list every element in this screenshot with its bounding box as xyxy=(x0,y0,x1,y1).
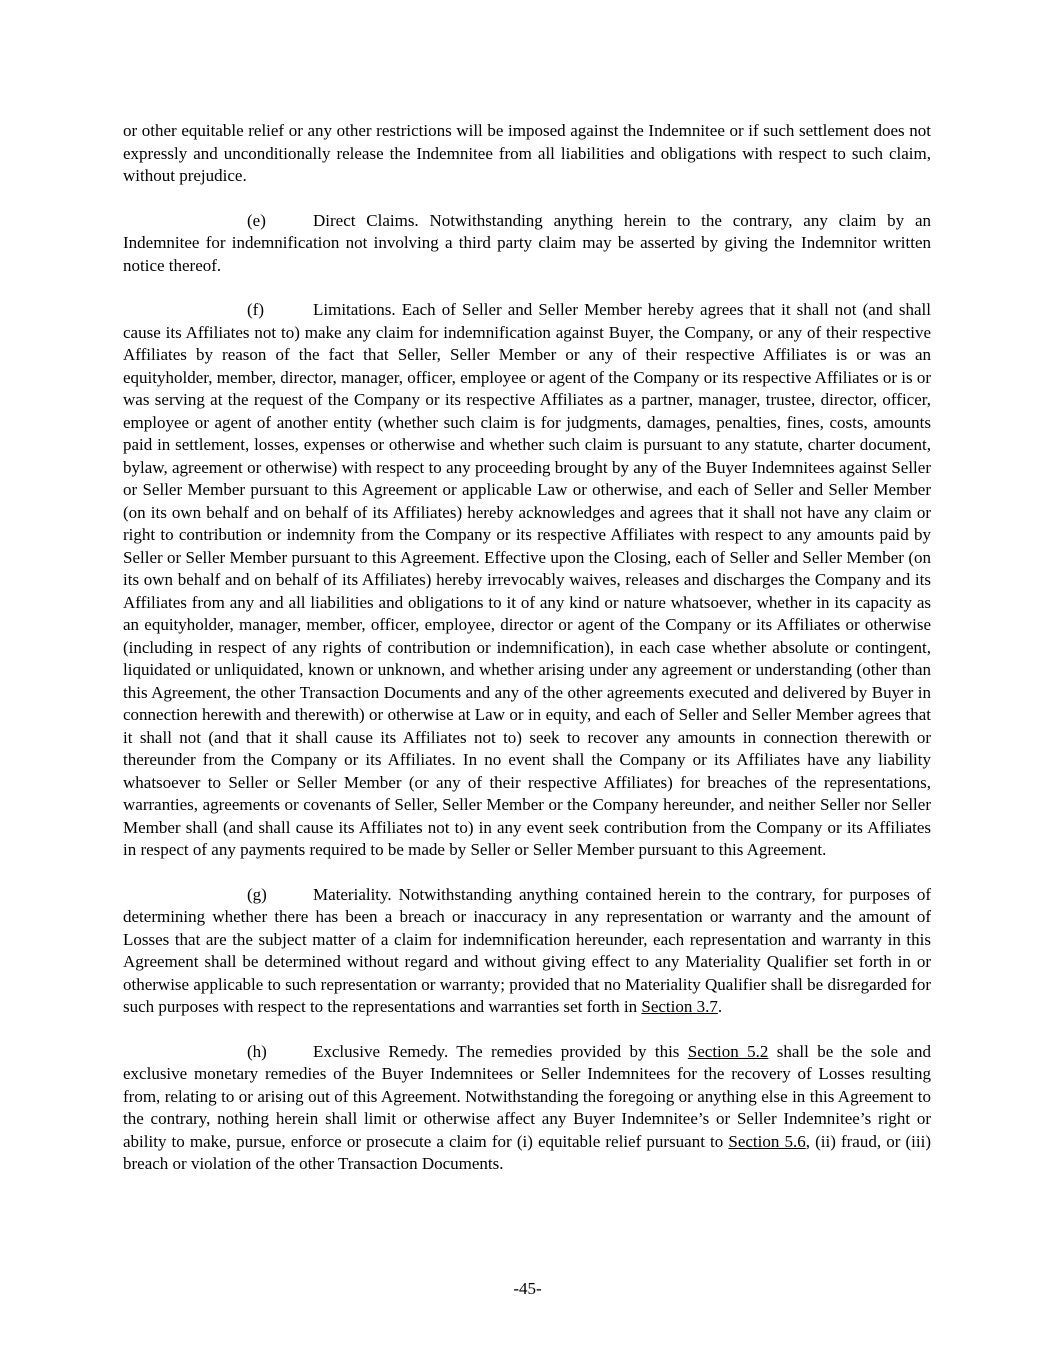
section-reference: Section 5.2 xyxy=(687,1041,769,1061)
section-reference: Section 5.6 xyxy=(728,1131,806,1151)
document-body xyxy=(123,120,931,1198)
paragraph-h-exclusive-remedy xyxy=(123,1041,931,1176)
text-run: Exclusive Remedy. The remedies provided by this xyxy=(313,1041,688,1061)
text-run: . xyxy=(717,997,723,1016)
continuation-paragraph xyxy=(123,120,931,188)
paragraph-label: (e) xyxy=(247,210,266,230)
paragraph-label: (h) xyxy=(247,1041,267,1061)
section-reference: Section 3.7 xyxy=(641,997,718,1016)
text-run: Direct Claims. Notwithstanding anything herein to the contrary, any claim by an Indemnitee for indemnification not involving a third party claim may be asserted by giving the Indemnitor written notice thereof. xyxy=(123,210,931,275)
paragraph-label: (g) xyxy=(247,884,267,904)
text-run: Materiality. Notwithstanding anything contained herein to the contrary, for purposes of determining whether there has been a breach or inaccuracy in any representation or warranty and the amount of Losses that are the subject matter of a claim for indemnification hereunder, each representation and warranty in this Agreement shall be determined without regard and without giving effect to any Materiality Qualifier set forth in or otherwise applicable to such representation or warranty; provided that no Materiality Qualifier shall be disregarded for such purposes with respect to the representations and warranties set forth in xyxy=(123,884,931,1016)
paragraph-label: (f) xyxy=(247,300,264,319)
paragraph-e-direct-claims xyxy=(123,210,931,278)
text-run: or other equitable relief or any other restrictions will be imposed against the Indemnitee or if such settlement does not expressly and unconditionally release the Indemnitee from all liabilities and obligations with respect to such claim, without prejudice. xyxy=(123,121,931,185)
paragraph-g-materiality xyxy=(123,884,931,1019)
paragraph-f-limitations xyxy=(123,299,931,862)
page-footer xyxy=(0,1278,1055,1301)
page-number: -45- xyxy=(513,1279,542,1298)
text-run: Limitations. Each of Seller and Seller Member hereby agrees that it shall not (and shall cause its Affiliates not to) make any claim for indemnification against Buyer, the Company, or any of their respective Affiliates by reason of the fact that Seller, Seller Member or any of their respective Affiliates is or was an equityholder, member, director, manager, officer, employee or agent of the Company or its respective Affiliates or is or was serving at the request of the Company or its respective Affiliates as a partner, manager, trustee, director, officer, employee or agent of another entity (whether such claim is for judgments, damages, penalties, fines, costs, amounts paid in settlement, losses, expenses or otherwise and whether such claim is pursuant to any statute, charter document, bylaw, agreement or otherwise) with respect to any proceeding brought by any of the Buyer Indemnitees against Seller or Seller Member pursuant to this Agreement or applicable Law or otherwise, and each of Seller and Seller Member (on its own behalf and on behalf of its Affiliates) hereby acknowledges and agrees that it shall not have any claim or right to contribution or indemnity from the Company or its respective Affiliates with respect to any amounts paid by Seller or Seller Member pursuant to this Agreement. Effective upon the Closing, each of Seller and Seller Member (on its own behalf and on behalf of its Affiliates) hereby irrevocably waives, releases and discharges the Company and its Affiliates from any and all liabilities and obligations to it of any kind or nature whatsoever, whether in its capacity as an equityholder, manager, member, officer, employee, director or agent of the Company or its Affiliates or otherwise (including in respect of any rights of contribution or indemnification), in each case whether absolute or contingent, liquidated or unliquidated, known or unknown, and whether arising under any agreement or understanding (other than this Agreement, the other Transaction Documents and any of the other agreements executed and delivered by Buyer in connection herewith and therewith) or otherwise at Law or in equity, and each of Seller and Seller Member agrees that it shall not (and that it shall cause its Affiliates not to) seek to recover any amounts in connection therewith or thereunder from the Company or its Affiliates. In no event shall the Company or its Affiliates have any liability whatsoever to Seller or Seller Member (or any of their respective Affiliates) for breaches of the representations, warranties, agreements or covenants of Seller, Seller Member or the Company hereunder, and neither Seller nor Seller Member shall (and shall cause its Affiliates not to) in any event seek contribution from the Company or its Affiliates in respect of any payments required to be made by Seller or Seller Member pursuant to this Agreement. xyxy=(123,300,931,859)
text-run: , (ii) fraud, or (iii) breach or violation of the other Transaction Documents. xyxy=(123,1131,931,1173)
text-run: shall be the sole and exclusive monetary remedies of the Buyer Indemnitees or Seller Indemnitees for the recovery of Losses resulting from, relating to or arising out of this Agreement. Notwithstanding the foregoing or anything else in this Agreement to the contrary, nothing herein shall limit or otherwise affect any Buyer Indemnitee’s or Seller Indemnitee’s right or ability to make, pursue, enforce or prosecute a claim for (i) equitable relief pursuant to xyxy=(123,1041,932,1151)
